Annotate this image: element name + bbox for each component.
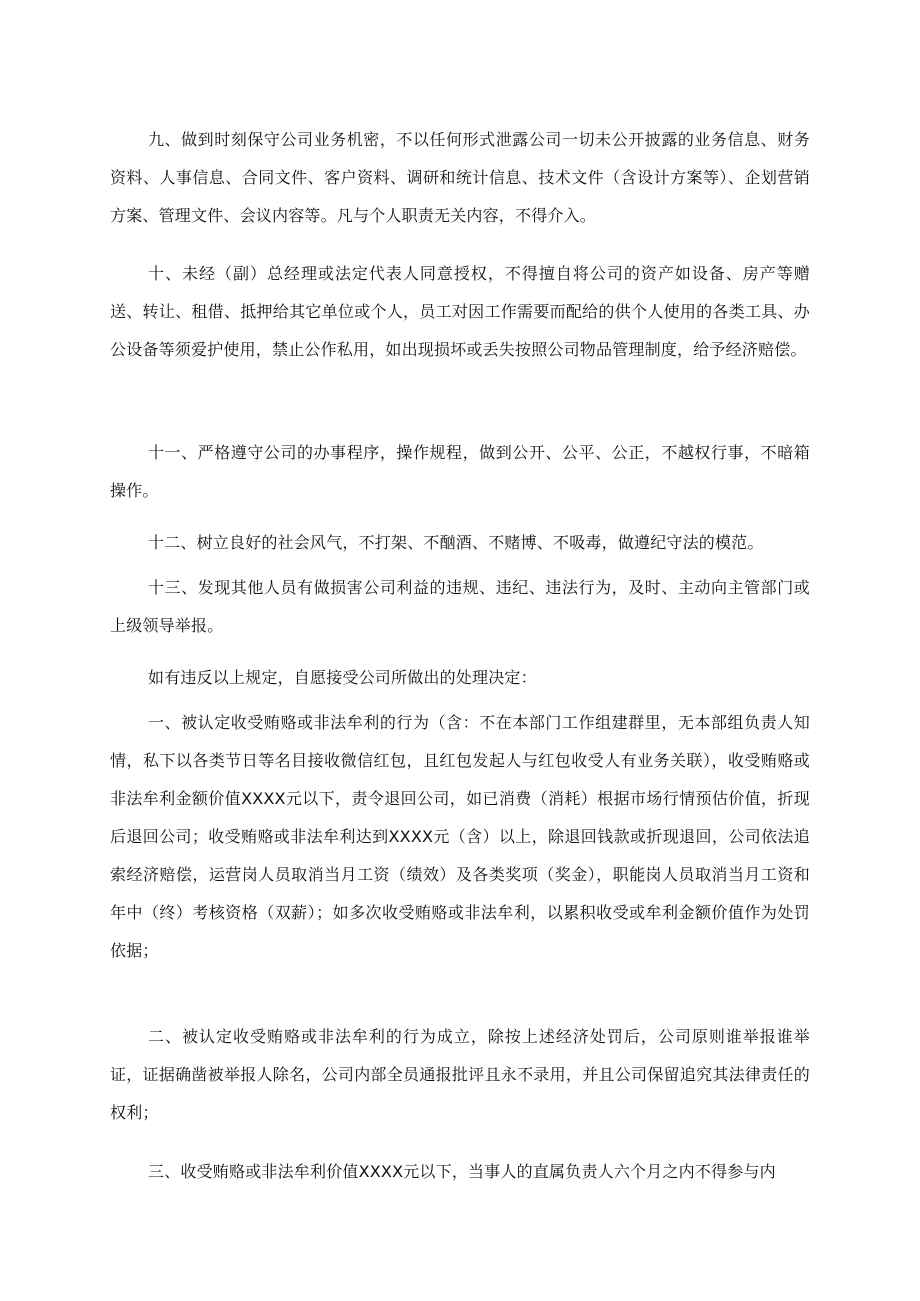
- paragraph-penalty-two: 二、被认定收受贿赂或非法牟利的行为成立，除按上述经济处罚后，公司原则谁举报谁举证，证据确凿被举报人除名，公司内部全员通报批评且永不录用，并且公司保留追究其法律责任的权利；: [110, 1027, 810, 1122]
- paragraph-penalty-intro: 如有违反以上规定，自愿接受公司所做出的处理决定：: [148, 668, 537, 687]
- paragraph-penalty-one: 一、被认定收受贿赂或非法牟利的行为（含：不在本部门工作组建群里，无本部组负责人知情，私下以各类节日等名目接收微信红包，且红包发起人与红包收受人有业务关联），收受贿赂或非法牟利金额价值XXXX元以下，责令退回公司，如已消费（消耗）根据市场行情预估价值，折现后退回公司；收受贿赂或非法牟利达到XXXX元（含）以上，除退回钱款或折现退回，公司依法追索经济赔偿，运营岗人员取消当月工资（绩效）及各类奖项（奖金），职能岗人员取消当月工资和年中（终）考核资格（双薪）；如多次收受贿赂或非法牟利，以累积收受或牟利金额价值作为处罚依据；: [110, 713, 810, 960]
- paragraph-ten: 十、未经（副）总经理或法定代表人同意授权，不得擅自将公司的资产如设备、房产等赠送、转让、租借、抵押给其它单位或个人，员工对因工作需要而配给的供个人使用的各类工具、办公设备等须爱护使用，禁止公作私用，如出现损坏或丢失按照公司物品管理制度，给予经济赔偿。: [110, 264, 810, 359]
- paragraph-twelve: 十二、树立良好的社会风气，不打架、不酗酒、不赌博、不吸毒，做遵纪守法的模范。: [148, 533, 764, 552]
- paragraph-thirteen: 十三、发现其他人员有做损害公司利益的违规、违纪、违法行为，及时、主动向主管部门或上级领导举报。: [110, 578, 810, 635]
- paragraph-eleven: 十一、严格遵守公司的办事程序，操作规程，做到公开、公平、公正，不越权行事，不暗箱操作。: [110, 443, 810, 500]
- paragraph-penalty-three: 三、收受贿赂或非法牟利价值XXXX元以下，当事人的直属负责人六个月之内不得参与内: [148, 1162, 776, 1181]
- paragraph-nine: 九、做到时刻保守公司业务机密，不以任何形式泄露公司一切未公开披露的业务信息、财务资料、人事信息、合同文件、客户资料、调研和统计信息、技术文件（含设计方案等）、企划营销方案、管理文件、会议内容等。凡与个人职责无关内容，不得介入。: [110, 130, 810, 225]
